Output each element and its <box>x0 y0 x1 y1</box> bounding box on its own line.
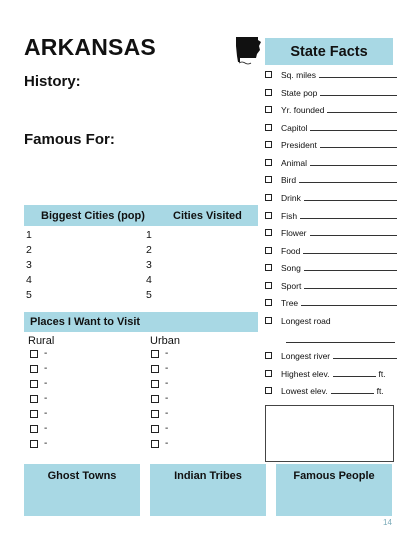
visited-city-number: 5 <box>146 289 152 301</box>
state-fact-row <box>265 192 397 203</box>
urban-item <box>151 363 168 374</box>
urban-item <box>151 423 168 434</box>
checkbox-icon[interactable] <box>265 229 272 236</box>
state-fact-row <box>265 139 397 150</box>
answer-line[interactable] <box>303 245 397 254</box>
answer-line[interactable] <box>304 192 397 201</box>
answer-line[interactable] <box>304 280 397 289</box>
bullet-dash: - <box>165 348 169 359</box>
page-title: ARKANSAS <box>24 34 156 60</box>
famous-people-label: Famous People <box>293 470 375 482</box>
cities-header <box>24 205 258 226</box>
state-fact-label: Food <box>281 246 301 256</box>
checkbox-icon[interactable] <box>265 176 272 183</box>
checkbox-icon[interactable] <box>265 141 272 148</box>
checkbox-icon[interactable] <box>30 380 38 388</box>
arkansas-map-icon <box>234 36 262 66</box>
visited-city-number: 3 <box>146 259 152 271</box>
indian-tribes-label: Indian Tribes <box>174 470 242 482</box>
checkbox-icon[interactable] <box>30 365 38 373</box>
state-fact-label: Highest elev. <box>281 369 330 379</box>
state-fact-label: Tree <box>281 298 299 308</box>
state-fact-row <box>265 157 397 168</box>
state-fact-label: Bird <box>281 175 297 185</box>
biggest-city-number: 2 <box>26 244 32 256</box>
state-fact-row <box>265 245 397 256</box>
biggest-city-number: 3 <box>26 259 32 271</box>
state-facts-notes-box[interactable] <box>265 405 394 462</box>
state-fact-label: Animal <box>281 158 307 168</box>
urban-label: Urban <box>150 335 180 347</box>
bullet-dash: - <box>165 363 169 374</box>
checkbox-icon[interactable] <box>30 425 38 433</box>
checkbox-icon[interactable] <box>151 350 159 358</box>
state-fact-label: State pop <box>281 88 318 98</box>
checkbox-icon[interactable] <box>265 89 272 96</box>
visited-city-number: 2 <box>146 244 152 256</box>
checkbox-icon[interactable] <box>265 264 272 271</box>
rural-label: Rural <box>28 335 55 347</box>
answer-line[interactable] <box>299 174 397 183</box>
state-fact-row <box>265 368 397 379</box>
state-fact-label: Song <box>281 263 301 273</box>
state-fact-row <box>265 280 397 291</box>
state-fact-label: Yr. founded <box>281 105 325 115</box>
state-fact-row <box>265 69 397 80</box>
answer-line[interactable] <box>286 334 395 343</box>
state-fact-row <box>265 174 397 185</box>
checkbox-icon[interactable] <box>30 440 38 448</box>
urban-item <box>151 438 168 449</box>
state-fact-label: President <box>281 140 317 150</box>
state-fact-label: Fish <box>281 211 298 221</box>
checkbox-icon[interactable] <box>265 194 272 201</box>
bullet-dash: - <box>165 393 169 404</box>
bullet-dash: - <box>44 378 48 389</box>
urban-item <box>151 348 168 359</box>
places-header-label: Places I Want to Visit <box>30 316 141 328</box>
rural-item <box>30 408 47 419</box>
answer-line[interactable] <box>320 139 397 148</box>
checkbox-icon[interactable] <box>265 212 272 219</box>
checkbox-icon[interactable] <box>265 299 272 306</box>
state-fact-row <box>265 210 397 221</box>
checkbox-icon[interactable] <box>265 352 272 359</box>
ghost-towns-box[interactable] <box>24 464 140 516</box>
checkbox-icon[interactable] <box>265 247 272 254</box>
checkbox-icon[interactable] <box>265 106 272 113</box>
checkbox-icon[interactable] <box>151 365 159 373</box>
answer-line[interactable] <box>301 297 397 306</box>
cities-visited-header: Cities Visited <box>173 210 242 222</box>
answer-line[interactable] <box>319 69 397 78</box>
unit-label: ft. <box>378 369 386 379</box>
bullet-dash: - <box>44 438 48 449</box>
state-fact-label: Sport <box>281 281 302 291</box>
biggest-cities-header: Biggest Cities (pop) <box>41 210 145 222</box>
bullet-dash: - <box>165 438 169 449</box>
checkbox-icon[interactable] <box>151 410 159 418</box>
bullet-dash: - <box>44 408 48 419</box>
urban-item <box>151 408 168 419</box>
rural-item <box>30 363 47 374</box>
rural-item <box>30 438 47 449</box>
checkbox-icon[interactable] <box>151 395 159 403</box>
state-fact-label: Flower <box>281 228 307 238</box>
answer-line[interactable] <box>327 104 397 113</box>
famous-people-box[interactable] <box>276 464 392 516</box>
page-number: 14 <box>383 518 392 527</box>
state-fact-label: Drink <box>281 193 301 203</box>
answer-line[interactable] <box>310 227 397 236</box>
state-fact-row <box>265 104 397 115</box>
answer-line[interactable] <box>300 210 397 219</box>
state-fact-label: Sq. miles <box>281 70 316 80</box>
rural-item <box>30 348 47 359</box>
state-facts-header: State Facts <box>265 38 393 65</box>
answer-line[interactable] <box>333 350 397 359</box>
state-fact-label: Capitol <box>281 123 308 133</box>
answer-line[interactable] <box>304 262 397 271</box>
answer-line[interactable] <box>320 87 397 96</box>
rural-item <box>30 423 47 434</box>
history-label: History: <box>24 73 81 90</box>
bullet-dash: - <box>165 423 169 434</box>
rural-item <box>30 378 47 389</box>
checkbox-icon[interactable] <box>265 124 272 131</box>
state-fact-row <box>265 227 397 238</box>
biggest-city-number: 4 <box>26 274 32 286</box>
rural-item <box>30 393 47 404</box>
state-fact-label: Lowest elev. <box>281 386 328 396</box>
checkbox-icon[interactable] <box>265 282 272 289</box>
checkbox-icon[interactable] <box>265 387 272 394</box>
answer-line[interactable] <box>310 122 397 131</box>
urban-item <box>151 378 168 389</box>
checkbox-icon[interactable] <box>151 425 159 433</box>
state-fact-label: Longest river <box>281 351 331 361</box>
bullet-dash: - <box>44 393 48 404</box>
checkbox-icon[interactable] <box>265 159 272 166</box>
state-fact-row <box>265 297 397 308</box>
checkbox-icon[interactable] <box>265 317 272 324</box>
checkbox-icon[interactable] <box>265 71 272 78</box>
answer-line[interactable] <box>310 157 397 166</box>
unit-label: ft. <box>376 386 384 396</box>
bullet-dash: - <box>165 378 169 389</box>
state-fact-row <box>265 87 397 98</box>
famous-for-label: Famous For: <box>24 131 115 148</box>
indian-tribes-box[interactable] <box>150 464 266 516</box>
bullet-dash: - <box>44 423 48 434</box>
bullet-dash: - <box>44 348 48 359</box>
checkbox-icon[interactable] <box>30 395 38 403</box>
ghost-towns-label: Ghost Towns <box>47 470 117 482</box>
checkbox-icon[interactable] <box>265 370 272 377</box>
checkbox-icon[interactable] <box>30 410 38 418</box>
bullet-dash: - <box>165 408 169 419</box>
visited-city-number: 1 <box>146 229 152 241</box>
biggest-city-number: 5 <box>26 289 32 301</box>
checkbox-icon[interactable] <box>151 380 159 388</box>
urban-item <box>151 393 168 404</box>
state-fact-row <box>265 385 397 396</box>
answer-line[interactable] <box>331 385 374 394</box>
biggest-city-number: 1 <box>26 229 32 241</box>
state-fact-label: Longest road <box>281 316 331 326</box>
places-header <box>24 312 258 332</box>
bullet-dash: - <box>44 363 48 374</box>
state-fact-row <box>265 350 397 361</box>
checkbox-icon[interactable] <box>151 440 159 448</box>
state-fact-row <box>265 122 397 133</box>
checkbox-icon[interactable] <box>30 350 38 358</box>
state-fact-row <box>265 262 397 273</box>
visited-city-number: 4 <box>146 274 152 286</box>
answer-line[interactable] <box>333 368 376 377</box>
state-fact-row <box>265 316 397 326</box>
